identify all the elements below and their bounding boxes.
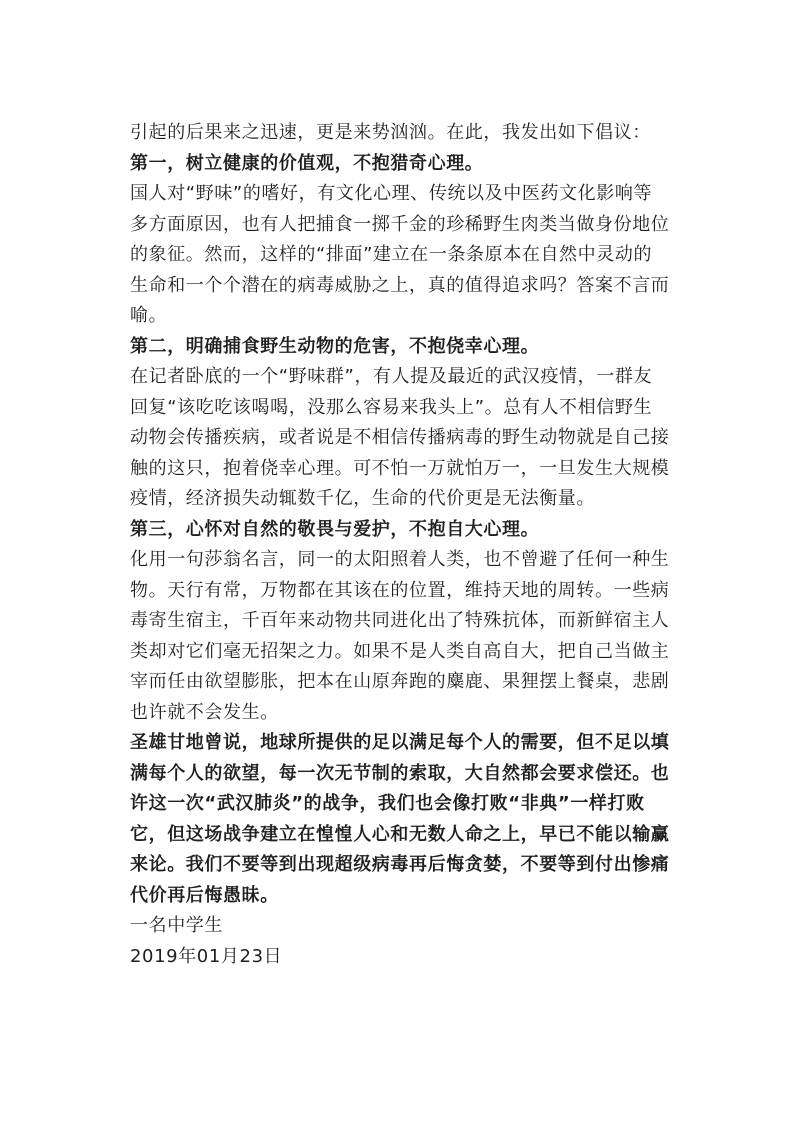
text-line: 化用一句莎翁名言，同一的太阳照着人类，也不曾避了任何一种生 [130,549,670,570]
bold-text-line: 满每个人的欲望，每一次无节制的索取，大自然都会要求偿还。也 [130,762,670,784]
text-line: 在记者卧底的一个“野味群”，有人提及最近的武汉疫情，一群友 [130,366,653,387]
bold-text-line: 圣雄甘地曾说，地球所提供的足以满足每个人的需要，但不足以填 [130,732,670,753]
text-line: 的象征。然而，这样的“排面”建立在一条条原本在自然中灵动的 [130,244,653,265]
bold-text-line: 第一，树立健康的价值观，不抱猎奇心理。 [130,152,484,174]
text-line: 触的这只，抱着侥幸心理。可不怕一万就怕万一，一旦发生大规模 [130,457,670,479]
text-line: 类却对它们毫无招架之力。如果不是人类自高自大，把自己当做主 [130,640,670,662]
bold-text-line: 第二，明确捕食野生动物的危害，不抱侥幸心理。 [130,335,540,357]
text-line: 物。天行有常，万物都在其该在的位置，维持天地的周转。一些病 [130,579,670,601]
bold-text-line: 来论。我们不要等到出现超级病毒再后悔贪婪，不要等到付出惨痛 [130,854,670,875]
bold-text-line: 第三，心怀对自然的敬畏与爱护，不抱自大心理。 [130,518,540,540]
text-line: 一名中学生 [130,915,223,936]
text-line: 宰而任由欲望膨胀，把本在山原奔跑的麋鹿、果狸摆上餐桌，悲剧 [130,671,670,692]
document-body [130,118,670,972]
text-line: 引起的后果来之迅速，更是来势汹汹。在此，我发出如下倡议： [130,122,651,143]
text-line: 喻。 [130,305,168,326]
bold-text-line: 代价再后悔愚昧。 [130,884,279,906]
bold-text-line: 它，但这场战争建立在惶惶人心和无数人命之上，早已不能以输赢 [130,823,670,845]
text-line: 疫情，经济损失动辄数千亿，生命的代价更是无法衡量。 [130,488,595,509]
text-line: 生命和一个个潜在的病毒威胁之上，真的值得追求吗？答案不言而 [130,274,670,296]
text-line: 多方面原因，也有人把捕食一掷千金的珍稀野生肉类当做身份地位 [130,213,670,235]
text-line: 回复“该吃吃该喝喝，没那么容易来我头上”。总有人不相信野生 [130,396,653,418]
text-line: 也许就不会发生。 [130,701,279,723]
text-line: 动物会传播疾病，或者说是不相信传播病毒的野生动物就是自己接 [130,427,670,448]
text-line: 国人对“野味”的嗜好，有文化心理、传统以及中医药文化影响等 [130,183,653,204]
text-line: 2019年01月23日 [130,945,283,967]
text-line: 毒寄生宿主，千百年来动物共同进化出了特殊抗体，而新鲜宿主人 [130,610,670,631]
bold-text-line: 许这一次“武汉肺炎”的战争，我们也会像打败“非典”一样打败 [130,793,645,814]
